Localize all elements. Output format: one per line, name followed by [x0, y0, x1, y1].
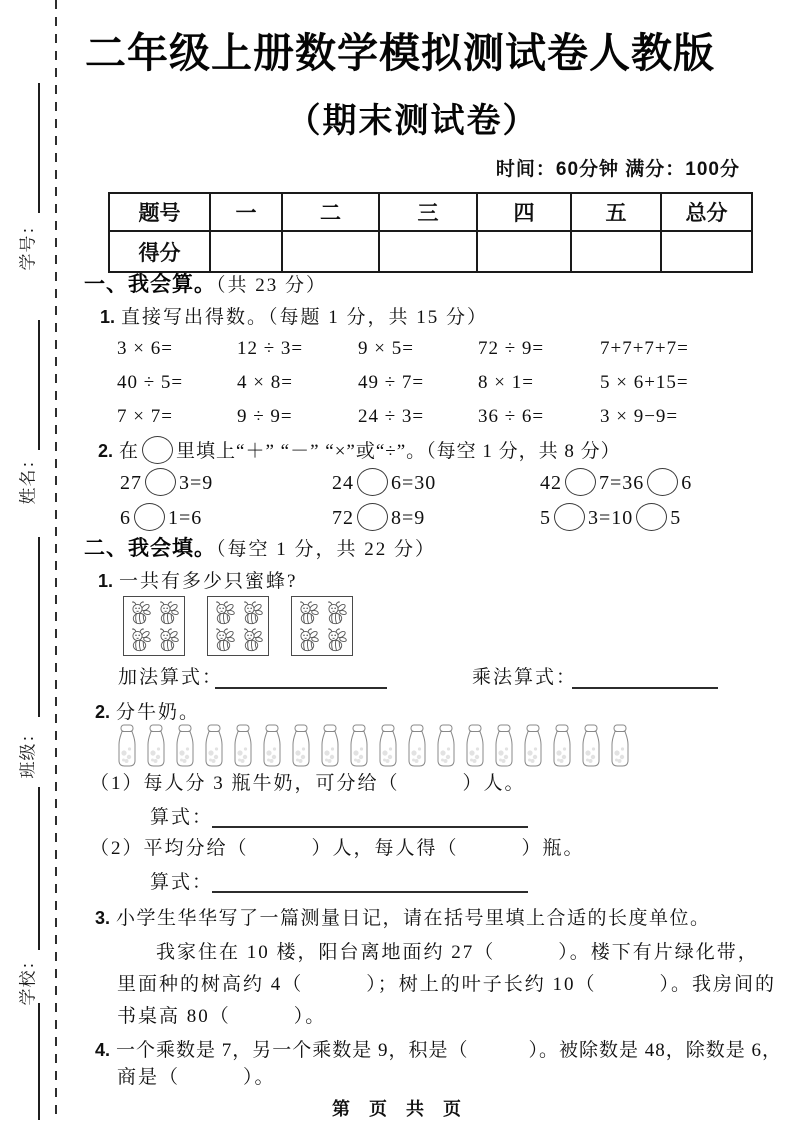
addition-formula-label: 加法算式： — [118, 667, 224, 688]
bee-box — [123, 596, 185, 656]
bee-icon — [156, 627, 180, 652]
milk-bottle-icon — [607, 724, 633, 767]
question-1-1-label: 1. 直接写出得数。（每题 1 分，共 15 分） — [100, 307, 489, 328]
milk-bottle-icon — [491, 724, 517, 767]
score-cell[interactable] — [210, 231, 282, 272]
bee-picture-boxes — [123, 596, 353, 656]
section-one-heading: 一、我会算。（共 23 分） — [84, 273, 328, 296]
equation-item: 24 6=30 — [332, 468, 540, 496]
milk-bottle-icon — [433, 724, 459, 767]
score-table-header-cell: 五 — [571, 193, 661, 231]
question-1-2-label: 2. 在 里填上“＋” “－” “×”或“÷”。（每空 1 分，共 8 分） — [98, 436, 621, 464]
score-table-header-cell: 一 — [210, 193, 282, 231]
score-cell[interactable] — [477, 231, 571, 272]
milk-bottle-icon — [114, 724, 140, 767]
class-label: 班级： — [18, 724, 38, 778]
formula-label: 算式： — [150, 807, 214, 828]
score-table-header-cell: 三 — [379, 193, 477, 231]
student-id-label: 学号： — [18, 216, 38, 270]
score-cell[interactable] — [379, 231, 477, 272]
bee-icon — [128, 627, 152, 652]
formula-answer-blank[interactable] — [212, 805, 528, 828]
score-cell[interactable] — [661, 231, 752, 272]
diary-line-2: 里面种的树高约 4（ ）；树上的叶子长约 10（ ）。我房间的 — [117, 974, 777, 995]
milk-bottle-icon — [259, 724, 285, 767]
arithmetic-item[interactable]: 7+7+7+7= — [600, 338, 689, 359]
milk-bottle-icon — [578, 724, 604, 767]
paper-title: 二年级上册数学模拟测试卷人教版 — [85, 30, 715, 76]
arithmetic-item[interactable]: 3 × 6= — [117, 338, 173, 359]
bee-icon — [128, 600, 152, 625]
arithmetic-item[interactable]: 12 ÷ 3= — [237, 338, 304, 359]
operator-circle[interactable] — [647, 468, 678, 496]
score-table-header-cell: 四 — [477, 193, 571, 231]
time-score-info: 时间：60分钟 满分：100分 — [495, 159, 740, 180]
milk-bottle-icon — [520, 724, 546, 767]
arithmetic-item[interactable]: 9 × 5= — [358, 338, 414, 359]
milk-bottle-icon — [172, 724, 198, 767]
score-table-score-row — [109, 231, 752, 272]
bee-icon — [296, 627, 320, 652]
score-table — [108, 192, 753, 273]
arithmetic-item[interactable]: 72 ÷ 9= — [478, 338, 545, 359]
milk-bottle-icon — [317, 724, 343, 767]
bee-icon — [324, 627, 348, 652]
operator-circle[interactable] — [145, 468, 176, 496]
page-footer: 第 页 共 页 — [331, 1099, 468, 1119]
arithmetic-item[interactable]: 36 ÷ 6= — [478, 406, 545, 427]
equation-item: 72 8=9 — [332, 503, 540, 531]
student-name-label: 姓名： — [18, 450, 38, 504]
diary-line-3: 书桌高 80（ ）。 — [117, 1006, 327, 1027]
equation-item: 5 3=10 5 — [540, 503, 681, 531]
binding-dashed-line — [55, 0, 57, 1122]
bee-icon — [212, 600, 236, 625]
score-row-label: 得分 — [109, 231, 210, 272]
arithmetic-item[interactable]: 3 × 9−9= — [600, 406, 679, 427]
arithmetic-item[interactable]: 5 × 6+15= — [600, 372, 689, 393]
arithmetic-item[interactable]: 24 ÷ 3= — [358, 406, 425, 427]
milk-bottle-row — [114, 724, 633, 767]
score-table-header-cell: 总分 — [661, 193, 752, 231]
operator-circle[interactable] — [142, 436, 173, 464]
addition-answer-blank[interactable] — [215, 666, 387, 689]
operator-circle[interactable] — [134, 503, 165, 531]
bee-icon — [296, 600, 320, 625]
bee-box — [207, 596, 269, 656]
milk-bottle-icon — [288, 724, 314, 767]
operator-circle[interactable] — [357, 503, 388, 531]
milk-bottle-icon — [230, 724, 256, 767]
oral-arithmetic-grid — [117, 338, 741, 440]
score-table-header-row — [109, 193, 752, 231]
multiplication-answer-blank[interactable] — [572, 666, 718, 689]
milk-bottle-icon — [549, 724, 575, 767]
bee-icon — [324, 600, 348, 625]
score-cell[interactable] — [282, 231, 379, 272]
operator-circle[interactable] — [636, 503, 667, 531]
arithmetic-item[interactable]: 49 ÷ 7= — [358, 372, 425, 393]
formula-label: 算式： — [150, 872, 214, 893]
milk-bottle-icon — [346, 724, 372, 767]
milk-part2-text: （2）平均分给（ ）人，每人得（ ）瓶。 — [90, 838, 585, 859]
equation-item: 27 3=9 — [120, 468, 332, 496]
equation-item: 42 7=36 6 — [540, 468, 692, 496]
binding-blank-line[interactable] — [38, 537, 40, 717]
bee-icon — [156, 600, 180, 625]
equation-row — [120, 468, 740, 503]
arithmetic-item[interactable]: 8 × 1= — [478, 372, 534, 393]
equation-item: 6 1=6 — [120, 503, 332, 531]
milk-part1-text: （1）每人分 3 瓶牛奶，可分给（ ）人。 — [90, 773, 526, 794]
milk-bottle-icon — [143, 724, 169, 767]
bee-icon — [240, 627, 264, 652]
section-two-heading: 二、我会填。（每空 1 分，共 22 分） — [84, 537, 437, 560]
paper-subtitle: （期末测试卷） — [286, 102, 539, 140]
operator-circle[interactable] — [565, 468, 596, 496]
arithmetic-item[interactable]: 4 × 8= — [237, 372, 293, 393]
arithmetic-item[interactable]: 9 ÷ 9= — [237, 406, 293, 427]
bee-box — [291, 596, 353, 656]
score-cell[interactable] — [571, 231, 661, 272]
equation-row — [120, 503, 740, 538]
bee-icon — [240, 600, 264, 625]
milk-bottle-icon — [404, 724, 430, 767]
question-2-1-label: 1. 一共有多少只蜜蜂? — [98, 571, 298, 592]
question-2-4-line1: 4. 一个乘数是 7，另一个乘数是 9，积是（ ）。被除数是 48，除数是 6， — [95, 1040, 783, 1061]
milk-bottle-icon — [201, 724, 227, 767]
operator-circle[interactable] — [357, 468, 388, 496]
operator-circle[interactable] — [554, 503, 585, 531]
multiplication-formula-label: 乘法算式： — [472, 667, 578, 688]
formula-answer-blank[interactable] — [212, 870, 528, 893]
score-table-header-cell: 题号 — [109, 193, 210, 231]
bee-icon — [212, 627, 236, 652]
question-2-2-label: 2. 分牛奶。 — [95, 702, 201, 723]
arithmetic-item[interactable]: 40 ÷ 5= — [117, 372, 184, 393]
school-label: 学校： — [18, 951, 38, 1005]
milk-bottle-icon — [375, 724, 401, 767]
question-2-3-label: 3. 小学生华华写了一篇测量日记，请在括号里填上合适的长度单位。 — [95, 908, 711, 929]
question-2-4-line2: 商是（ ）。 — [117, 1067, 276, 1088]
operator-fill-equations — [120, 468, 740, 538]
arithmetic-item[interactable]: 7 × 7= — [117, 406, 173, 427]
milk-bottle-icon — [462, 724, 488, 767]
score-table-header-cell: 二 — [282, 193, 379, 231]
diary-line-1: 我家住在 10 楼，阳台离地面约 27（ ）。楼下有片绿化带， — [156, 942, 759, 963]
